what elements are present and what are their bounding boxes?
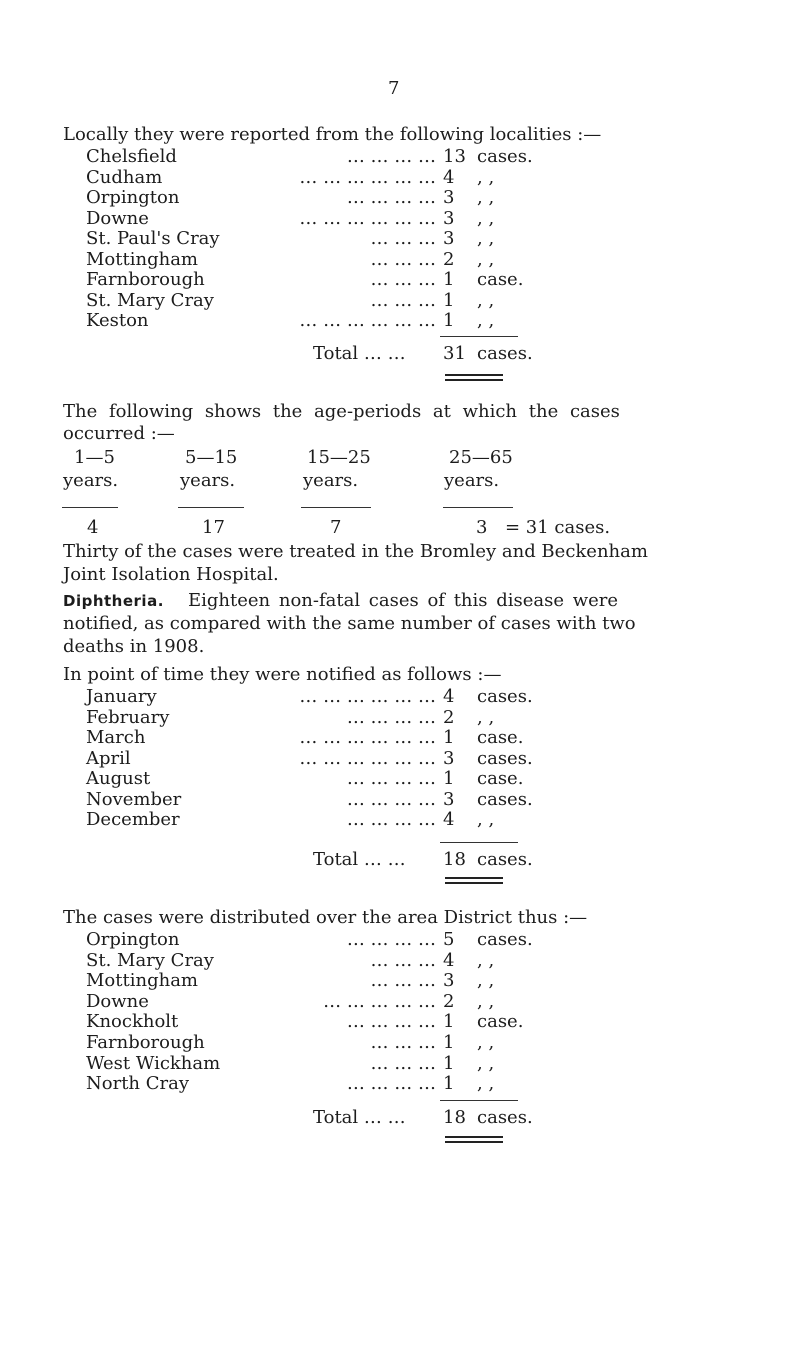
section2-double-rule — [445, 877, 503, 884]
age-range-3: 15—25 — [307, 447, 371, 468]
row-place: Farnborough — [86, 269, 205, 290]
age-rule-4 — [443, 507, 513, 508]
section1-total-label: Total … … — [313, 343, 406, 364]
row-place: Keston — [86, 310, 149, 331]
row-place: St. Mary Cray — [86, 949, 214, 971]
row-place: Cudham — [86, 166, 163, 188]
row-place: November — [86, 788, 182, 810]
row-leader: … … … — [370, 228, 436, 249]
row-count: 1 — [443, 1073, 455, 1095]
hospital-line2: Joint Isolation Hospital. — [63, 564, 279, 585]
row-unit: , , — [477, 289, 495, 311]
row-unit: case. — [477, 768, 524, 789]
row-count: 3 — [443, 207, 455, 229]
row-unit: , , — [477, 248, 495, 270]
row-count: 3 — [443, 788, 455, 810]
page-number: 7 — [388, 78, 400, 99]
row-place: St. Paul's Cray — [86, 228, 220, 249]
row-leader: … … … … … … — [299, 747, 436, 769]
diphtheria-line3: deaths in 1908. — [63, 636, 205, 657]
row-count: 3 — [443, 747, 455, 769]
row-unit: , , — [477, 228, 495, 249]
row-unit: , , — [477, 990, 495, 1012]
row-unit: cases. — [477, 146, 533, 167]
row-place: Mottingham — [86, 248, 198, 270]
age-unit-4: years. — [444, 470, 500, 491]
row-place: Downe — [86, 207, 149, 229]
row-unit: case. — [477, 1011, 524, 1033]
row-leader: … … … … — [346, 929, 436, 950]
row-unit: , , — [477, 970, 495, 992]
row-count: 3 — [443, 970, 455, 992]
age-intro-line2: occurred :— — [63, 423, 175, 444]
row-place: Mottingham — [86, 970, 198, 992]
age-range-1: 1—5 — [74, 447, 115, 468]
section3-intro: The cases were distributed over the area District thus :— — [63, 907, 588, 928]
age-value-2: 17 — [202, 517, 225, 538]
row-leader: … … … … … — [323, 990, 436, 1012]
row-count: 3 — [443, 228, 455, 249]
row-place: August — [86, 768, 151, 789]
row-leader: … … … — [370, 1052, 436, 1074]
section2-total-label: Total … … — [313, 849, 406, 870]
row-unit: , , — [477, 187, 495, 208]
age-rule-3 — [301, 507, 371, 508]
age-rule-1 — [62, 507, 118, 508]
age-unit-2: years. — [180, 470, 236, 491]
row-count: 4 — [443, 686, 455, 707]
section3-total-label: Total … … — [313, 1107, 406, 1128]
row-place: Farnborough — [86, 1032, 205, 1053]
diphtheria-heading: Diphtheria. — [63, 592, 164, 610]
row-unit: cases. — [477, 747, 533, 769]
row-unit: , , — [477, 1073, 495, 1095]
section1-double-rule — [445, 374, 503, 381]
age-unit-3: years. — [303, 470, 359, 491]
row-count: 1 — [443, 1052, 455, 1074]
section2-total-unit: cases. — [477, 849, 533, 870]
section3-double-rule — [445, 1136, 503, 1143]
age-rule-2 — [178, 507, 244, 508]
row-place: West Wickham — [86, 1052, 221, 1074]
row-unit: , , — [477, 809, 495, 830]
section2-total-count: 18 — [443, 849, 466, 870]
age-value-1: 4 — [87, 517, 99, 538]
row-leader: … … … — [370, 289, 436, 311]
age-intro-line1: The following shows the age-periods at which the cases — [63, 401, 620, 422]
row-unit: cases. — [477, 686, 533, 707]
row-count: 1 — [443, 727, 455, 748]
row-leader: … … … … … … — [299, 727, 436, 748]
row-count: 13 — [443, 146, 466, 167]
row-count: 2 — [443, 990, 455, 1012]
row-count: 1 — [443, 768, 455, 789]
row-leader: … … … … — [346, 146, 436, 167]
row-count: 1 — [443, 269, 455, 290]
age-value-4: 3 — [476, 517, 488, 538]
hospital-line1: Thirty of the cases were treated in the Bromley and Beckenham — [63, 541, 648, 562]
row-unit: case. — [477, 727, 524, 748]
row-unit: , , — [477, 207, 495, 229]
row-count: 5 — [443, 929, 455, 950]
row-count: 1 — [443, 1011, 455, 1033]
row-leader: … … … — [370, 949, 436, 971]
section1-total-unit: cases. — [477, 343, 533, 364]
row-leader: … … … … — [346, 768, 436, 789]
row-place: Orpington — [86, 187, 180, 208]
row-count: 4 — [443, 166, 455, 188]
row-count: 1 — [443, 1032, 455, 1053]
row-place: April — [86, 747, 131, 769]
row-leader: … … … — [370, 970, 436, 992]
row-unit: , , — [477, 1052, 495, 1074]
row-unit: cases. — [477, 929, 533, 950]
diphtheria-line2: notified, as compared with the same number of cases with two — [63, 613, 636, 634]
row-unit: , , — [477, 310, 495, 331]
row-leader: … … … — [370, 269, 436, 290]
section2-total-rule — [440, 842, 518, 843]
age-range-2: 5—15 — [185, 447, 238, 468]
row-leader: … … … — [370, 1032, 436, 1053]
row-place: Orpington — [86, 929, 180, 950]
section3-total-rule — [440, 1100, 518, 1101]
row-count: 4 — [443, 949, 455, 971]
row-unit: case. — [477, 269, 524, 290]
row-unit: , , — [477, 166, 495, 188]
row-count: 4 — [443, 809, 455, 830]
row-unit: , , — [477, 706, 495, 728]
row-leader: … … … … … … — [299, 166, 436, 188]
row-place: March — [86, 727, 146, 748]
row-unit: , , — [477, 949, 495, 971]
row-count: 1 — [443, 289, 455, 311]
row-count: 2 — [443, 706, 455, 728]
row-leader: … … … … — [346, 1011, 436, 1033]
row-unit: , , — [477, 1032, 495, 1053]
section3-total-unit: cases. — [477, 1107, 533, 1128]
row-leader: … … … … — [346, 706, 436, 728]
row-count: 2 — [443, 248, 455, 270]
section1-total-count: 31 — [443, 343, 466, 364]
section3-total-count: 18 — [443, 1107, 466, 1128]
age-total: = 31 cases. — [505, 517, 611, 538]
row-place: January — [86, 686, 157, 707]
section1-total-rule — [440, 336, 518, 337]
row-leader: … … … … … … — [299, 686, 436, 707]
row-place: December — [86, 809, 180, 830]
row-place: North Cray — [86, 1073, 190, 1095]
row-place: Knockholt — [86, 1011, 179, 1033]
row-unit: cases. — [477, 788, 533, 810]
section1-intro: Locally they were reported from the following localities :— — [63, 124, 602, 145]
row-place: Chelsfield — [86, 146, 177, 167]
diphtheria-line1: Eighteen non-fatal cases of this disease were — [188, 590, 619, 611]
row-leader: … … … … — [346, 788, 436, 810]
row-place: St. Mary Cray — [86, 289, 214, 311]
row-place: Downe — [86, 990, 149, 1012]
age-unit-1: years. — [63, 470, 119, 491]
age-range-4: 25—65 — [449, 447, 513, 468]
age-value-3: 7 — [330, 517, 342, 538]
row-leader: … … … … … … — [299, 207, 436, 229]
row-leader: … … … … … … — [299, 310, 436, 331]
row-place: February — [86, 706, 170, 728]
section2-intro: In point of time they were notified as follows :— — [63, 664, 502, 685]
row-leader: … … … — [370, 248, 436, 270]
row-leader: … … … … — [346, 187, 436, 208]
row-leader: … … … … — [346, 809, 436, 830]
row-count: 1 — [443, 310, 455, 331]
row-count: 3 — [443, 187, 455, 208]
row-leader: … … … … — [346, 1073, 436, 1095]
